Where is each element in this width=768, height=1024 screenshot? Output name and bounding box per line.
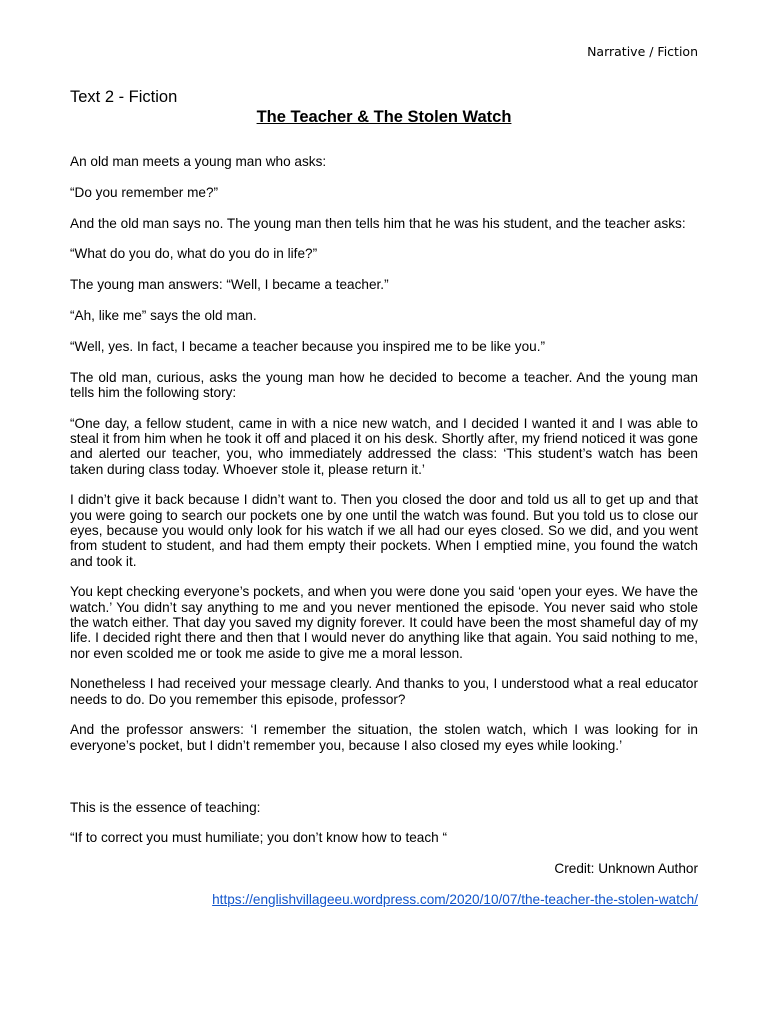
paragraph-5: The young man answers: “Well, I became a teacher.” [70,277,389,293]
paragraph-6: “Ah, like me” says the old man. [70,307,257,323]
credit-line: Credit: Unknown Author [554,861,698,877]
paragraph-1: An old man meets a young man who asks: [70,154,327,169]
paragraph-11: You kept checking everyone’s pockets, and when you were done you said ‘open your eyes. We have the watch.’ You didn’t say anything to me and you never mentioned the episode. You never said who stole the watch either. That day you saved my dignity forever. It could have been the most shameful day of my life. I decided right there and then that I would never do anything like that again. You said nothing to me, nor even scolded me or took me aside to give me a moral lesson. [70,584,698,661]
source-link-row [70,892,698,907]
source-link[interactable]: https://englishvillageeu.wordpress.com/2020/10/07/the-teacher-the-stolen-watch/ [212,891,698,907]
section-spacer [70,769,698,800]
paragraph-10: I didn’t give it back because I didn’t want to. Then you closed the door and told us all to get up and that you were going to search our pockets one by one until the watch was found. But you told us to close our eyes, because you would only look for his watch if we all had our eyes closed. So we did, and you went from student to student, and had them empty their pockets. When I emptied mine, you found the watch and took it. [70,492,698,569]
document-body [70,87,698,923]
paragraph-2: “Do you remember me?” [70,184,219,200]
text-label: Text 2 - Fiction [70,88,178,106]
header-genre-tag: Narrative / Fiction [587,44,698,59]
paragraph-3: And the old man says no. The young man then tells him that he was his student, and the teacher asks: [70,215,686,231]
document-title: The Teacher & The Stolen Watch [256,108,512,126]
closing-quote: “If to correct you must humiliate; you don’t know how to teach “ [70,830,448,846]
paragraph-7: “Well, yes. In fact, I became a teacher because you inspired me to be like you.” [70,338,546,354]
paragraph-4: “What do you do, what do you do in life?” [70,246,318,262]
paragraph-13: And the professor answers: ‘I remember the situation, the stolen watch, which I was looking for in everyone’s pocket, but I didn’t remember you, because I also closed my eyes while looking.’ [70,722,698,753]
paragraph-9: “One day, a fellow student, came in with a nice new watch, and I decided I wanted it and I was able to steal it from him when he took it off and placed it on his desk. Shortly after, my friend noticed it was gone and alerted our teacher, you, who immediately addressed the class: ‘This student’s watch has been taken during class today. Whoever stole it, please return it.’ [70,415,698,477]
paragraph-12: Nonetheless I had received your message clearly. And thanks to you, I understood what a real educator needs to do. Do you remember this episode, professor? [70,676,698,707]
paragraph-8: The old man, curious, asks the young man how he decided to become a teacher. And the young man tells him the following story: [70,369,698,400]
closing-line-1: This is the essence of teaching: [70,799,261,815]
